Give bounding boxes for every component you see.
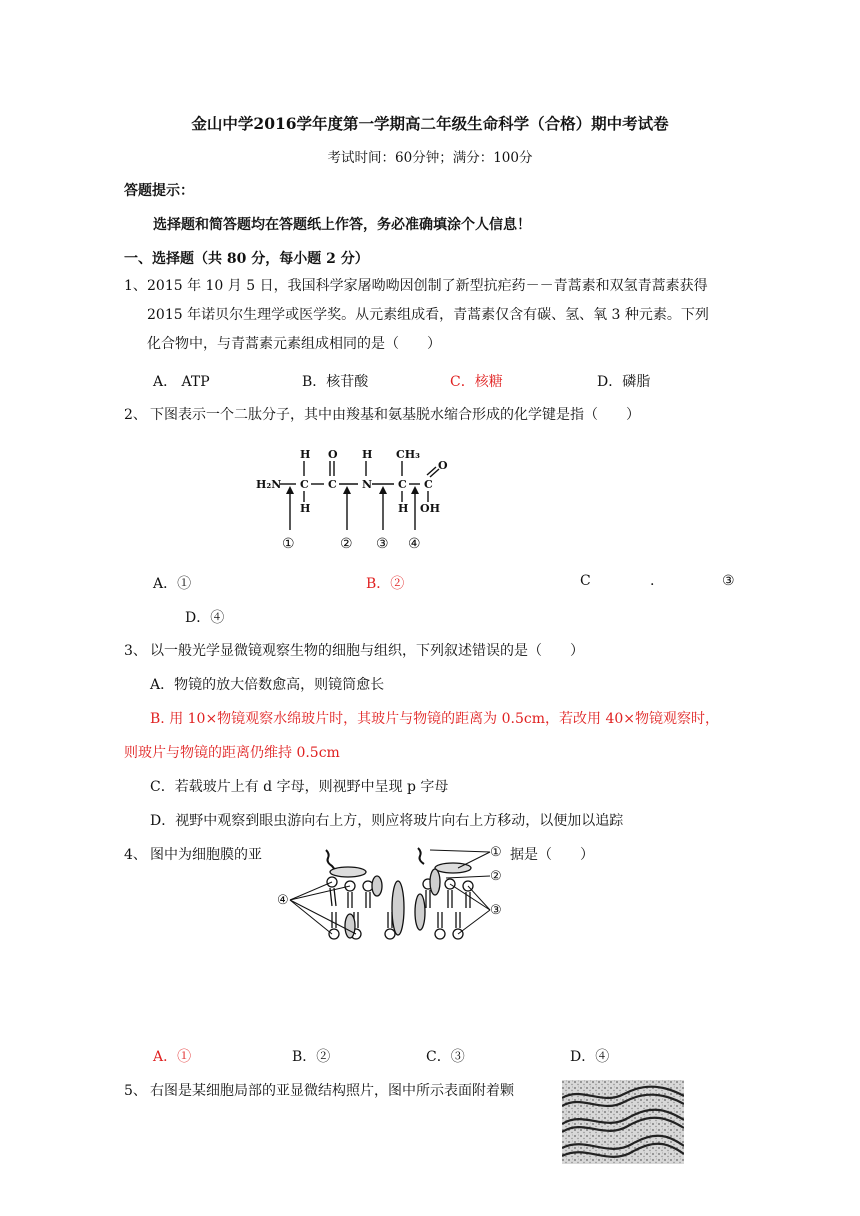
- option-d: D．视野中观察到眼虫游向右上方，则应将玻片向右上方移动，以便加以追踪: [150, 813, 624, 829]
- option-a-answer: A．①: [153, 1049, 192, 1065]
- option-c-answer: C．核糖: [450, 374, 503, 390]
- option-a: A．物镜的放大倍数愈高，则镜筒愈长: [150, 677, 385, 693]
- option-a: A．①: [153, 576, 192, 592]
- c-label: C: [424, 478, 433, 491]
- h-label: H: [362, 448, 373, 461]
- question-number: 1、: [124, 278, 147, 294]
- option-b: B．②: [292, 1049, 331, 1065]
- marker-4: ④: [277, 893, 289, 908]
- option-d: D．④: [570, 1049, 610, 1065]
- o-label: O: [438, 459, 448, 472]
- h-label: H: [300, 448, 311, 461]
- tips-text: 选择题和简答题均在答题纸上作答，务必准确填涂个人信息！: [153, 217, 531, 233]
- question-text: 右图是某细胞局部的亚显微结构照片，图中所示表面附着颗: [150, 1083, 514, 1099]
- option-c: C．③: [426, 1049, 465, 1065]
- question-text: 下图表示一个二肽分子，其中由羧基和氨基脱水缩合形成的化学键是指（ ）: [150, 407, 640, 423]
- h-label: H: [300, 502, 311, 515]
- tips-label: 答题提示：: [124, 183, 194, 199]
- option-b-answer-line: 则玻片与物镜的距离仍维持 0.5cm: [124, 745, 340, 761]
- h-label: H: [398, 502, 409, 515]
- micrograph-image: [562, 1080, 684, 1164]
- question-number: 5、: [124, 1083, 147, 1099]
- option-c: C．若载玻片上有 d 字母，则视野中呈现 p 字母: [150, 779, 449, 795]
- n-label: N: [362, 478, 373, 491]
- question-text-line: 2015 年诺贝尔生理学或医学奖。从元素组成看，青蒿素仅含有碳、氢、氧 3 种元素。下列: [147, 307, 709, 323]
- c-label: C: [328, 478, 337, 491]
- question-text: 以一般光学显微镜观察生物的细胞与组织，下列叙述错误的是（ ）: [150, 643, 584, 659]
- cell-membrane-diagram: [270, 838, 515, 950]
- marker-2: ②: [490, 869, 502, 884]
- option-b-answer: B．②: [366, 576, 405, 592]
- marker-4: ④: [408, 536, 421, 552]
- option-c-letter: C: [580, 573, 591, 589]
- marker-1: ①: [490, 845, 502, 860]
- question-number: 2、: [124, 407, 147, 423]
- dipeptide-structure-diagram: [250, 440, 470, 558]
- question-number: 3、: [124, 643, 147, 659]
- option-a: A． ATP: [153, 374, 210, 390]
- option-c-value: ③: [722, 573, 735, 589]
- c-label: C: [300, 478, 309, 491]
- question-text-line: 化合物中，与青蒿素元素组成相同的是（ ）: [147, 336, 441, 352]
- h2n-label: H₂N: [256, 478, 282, 491]
- marker-3: ③: [376, 536, 389, 552]
- o-label: O: [328, 448, 338, 461]
- ch3-label: CH₃: [396, 448, 420, 461]
- question-number: 4、: [124, 847, 147, 863]
- option-d: D．④: [185, 610, 225, 626]
- option-d: D．磷脂: [597, 374, 651, 390]
- oh-label: OH: [420, 502, 440, 515]
- marker-2: ②: [340, 536, 353, 552]
- marker-3: ③: [490, 903, 502, 918]
- marker-1: ①: [282, 536, 295, 552]
- question-text-right: 据是（ ）: [510, 847, 594, 863]
- exam-info: 考试时间：60分钟；满分：100分: [327, 150, 533, 166]
- question-text-left: 图中为细胞膜的亚: [150, 847, 262, 863]
- c-label: C: [398, 478, 407, 491]
- section-heading: 一、选择题（共 80 分，每小题 2 分）: [124, 251, 369, 267]
- option-c-dot: .: [650, 573, 655, 589]
- option-b-answer-line: B. 用 10×物镜观察水绵玻片时，其玻片与物镜的距离为 0.5cm，若改用 40×物镜观察时，: [150, 711, 720, 727]
- page-title: 金山中学2016学年度第一学期高二年级生命科学（合格）期中考试卷: [191, 114, 669, 133]
- option-b: B．核苷酸: [302, 374, 369, 390]
- question-text-line: 2015 年 10 月 5 日，我国科学家屠呦呦因创制了新型抗疟药－－青蒿素和双氢青蒿素获得: [147, 278, 708, 294]
